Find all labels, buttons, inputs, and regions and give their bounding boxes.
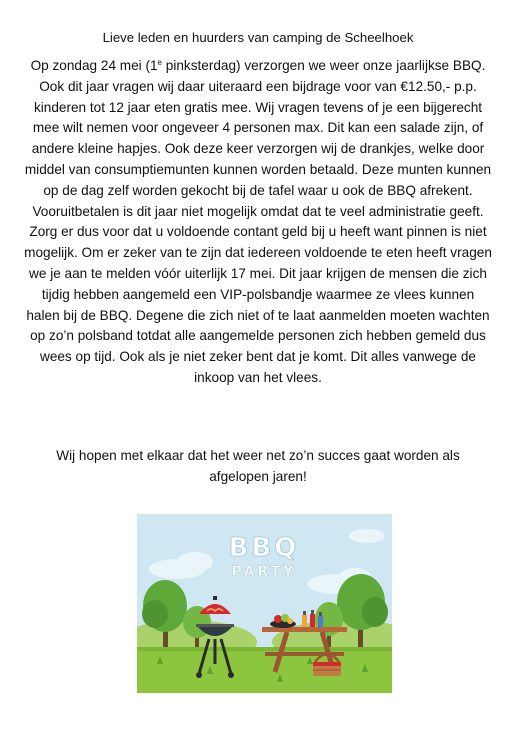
illustration-subtitle: PARTY — [231, 564, 297, 580]
letter-closing: Wij hopen met elkaar dat het weer net zo’n succes gaat worden als afgelopen jaren! — [56, 448, 460, 484]
body-intro: Op zondag 24 mei (1 — [30, 58, 158, 73]
letter-greeting: Lieve leden en huurders van camping de Scheelhoek — [102, 30, 414, 45]
bbq-party-svg — [137, 514, 392, 693]
body-rest: pinksterdag) verzorgen we weer onze jaarlijkse BBQ. Ook dit jaar vragen wij daar uiteraard een bijdrage voor van €12.50,- p.p. kinderen tot 12 jaar eten gratis mee. Wij vragen tevens of je een bijgerecht mee wilt nemen voor ongeveer 4 personen max. Dit kan een salade zijn, of andere kleine hapjes. Ook deze keer verzorgen wij de drankjes, welke door middel van consumptiemunten kunnen worden betaald. Deze munten kunnen op de dag zelf worden gekocht bij de tafel waar u ook de BBQ afrekent. Vooruitbetalen is dit jaar niet mogelijk omdat dat te veel administratie geeft. Zorg er dus voor dat u voldoende contant geld bij u heeft want pinnen is niet mogelijk. Om er zeker van te zijn dat iedereen voldoende te eten heeft vragen we je aan te melden vóór uiterlijk 17 mei. Dit jaar krijgen de mensen die zich tijdig hebben aangemeld een VIP-polsbandje waarmee ze vlees kunnen halen bij de BBQ. Degene die zich niet of te laat aanmelden moeten wachten op zo’n polsband totdat alle aangemelde personen zich hebben gemeld dus wees op tijd. Ook als je niet zeker bent dat je komt. Dit alles vanwege de inkoop van het vlees. — [24, 58, 492, 385]
bbq-party-illustration — [137, 514, 392, 693]
illustration-title: BBQ — [228, 533, 300, 563]
grass — [137, 647, 392, 693]
ordinal-superscript: e — [157, 58, 162, 67]
letter-body — [24, 56, 492, 389]
